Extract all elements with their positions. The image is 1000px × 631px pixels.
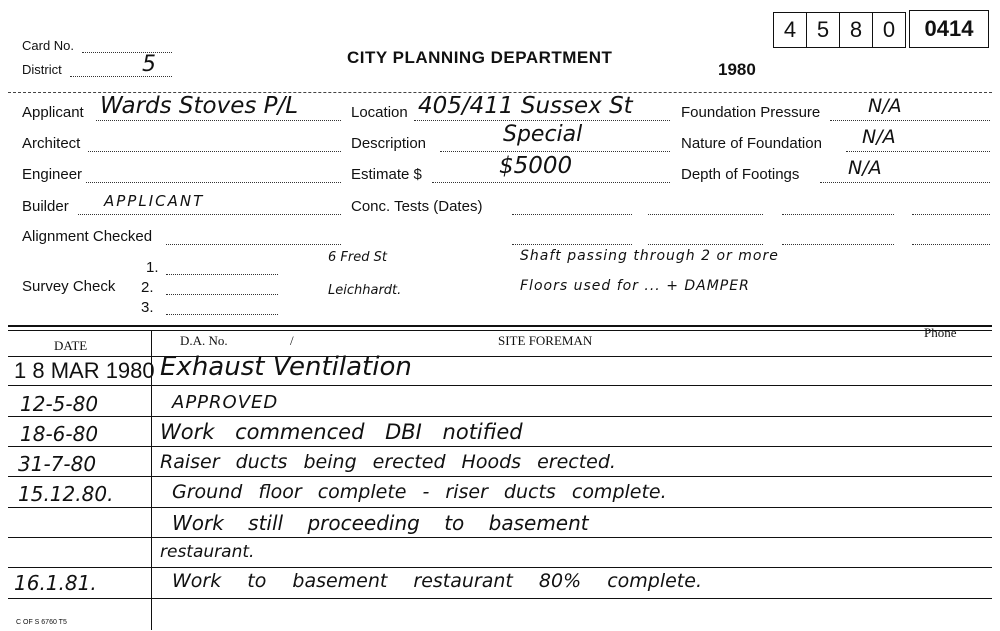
conc-tests-line-1 — [512, 214, 632, 215]
alignment-line-5 — [912, 244, 990, 245]
alignment-line-4 — [782, 244, 894, 245]
applicant-line — [96, 120, 341, 121]
location-value: 405/411 Sussex St — [418, 93, 633, 119]
estimate-value: $5000 — [499, 153, 573, 179]
alignment-checked-label: Alignment Checked — [22, 228, 153, 245]
log-entry-date: 1 8 MAR 1980 — [14, 358, 155, 383]
number-box-tail: 0414 — [909, 10, 989, 48]
location-line — [414, 120, 670, 121]
log-rule-4 — [8, 476, 992, 477]
log-entry-text: Work still proceeding to basement — [172, 511, 589, 535]
description-label: Description — [351, 135, 427, 152]
form-code: C OF S 6760 T5 — [16, 619, 67, 626]
log-header-date: DATE — [54, 338, 88, 353]
survey-check-label: Survey Check — [22, 278, 116, 295]
district-label: District — [22, 62, 62, 77]
log-header-phone: Phone — [924, 325, 957, 340]
foundation-pressure-value: N/A — [868, 95, 902, 117]
card-no-label: Card No. — [22, 38, 75, 53]
survey-line-3 — [166, 314, 278, 315]
depth-of-footings-line — [820, 182, 990, 183]
log-rule-1 — [8, 385, 992, 386]
nature-of-foundation-value: N/A — [862, 126, 896, 148]
survey-item-2: 2. — [141, 279, 154, 296]
log-header-site-foreman: SITE FOREMAN — [498, 333, 593, 348]
engineer-label: Engineer — [22, 166, 83, 183]
builder-value: APPLICANT — [104, 192, 205, 210]
log-header-slash: / — [290, 333, 294, 348]
number-box-4: 0 — [872, 12, 906, 48]
year-label: 1980 — [718, 60, 756, 79]
log-rule-0 — [8, 356, 992, 357]
log-rule-2 — [8, 416, 992, 417]
log-entry-date: 12-5-80 — [20, 392, 99, 416]
district-value: 5 — [142, 52, 156, 77]
number-box-1: 4 — [773, 12, 807, 48]
alignment-line-3 — [648, 244, 763, 245]
district-line — [70, 76, 172, 77]
conc-tests-label: Conc. Tests (Dates) — [351, 198, 483, 215]
log-entry-date: 31-7-80 — [18, 452, 97, 476]
survey-note-1-right: Shaft passing through 2 or more — [520, 248, 779, 264]
builder-line — [78, 214, 341, 215]
log-rule-6 — [8, 537, 992, 538]
estimate-label: Estimate $ — [351, 166, 422, 183]
log-rule-8 — [8, 598, 992, 599]
log-separator-bottom — [8, 330, 992, 331]
conc-tests-line-3 — [782, 214, 894, 215]
number-box-3: 8 — [839, 12, 873, 48]
log-entry-text: Exhaust Ventilation — [160, 352, 412, 382]
description-value: Special — [503, 122, 583, 147]
log-separator-top — [8, 325, 992, 327]
alignment-checked-line — [166, 244, 341, 245]
number-box-2: 5 — [806, 12, 840, 48]
log-entry-text: Ground floor complete - riser ducts complete. — [172, 481, 667, 503]
conc-tests-line-4 — [912, 214, 990, 215]
survey-line-1 — [166, 274, 278, 275]
survey-note-1-left: 6 Fred St — [328, 250, 387, 265]
architect-label: Architect — [22, 135, 81, 152]
nature-of-foundation-line — [846, 151, 990, 152]
foundation-pressure-label: Foundation Pressure — [681, 104, 821, 121]
log-entry-text: Raiser ducts being erected Hoods erected. — [160, 451, 616, 473]
builder-label: Builder — [22, 198, 69, 215]
engineer-line — [86, 182, 341, 183]
log-entry-date: 15.12.80. — [18, 482, 114, 506]
survey-line-2 — [166, 294, 278, 295]
survey-item-3: 3. — [141, 299, 154, 316]
log-entry-date: 18-6-80 — [20, 422, 99, 446]
log-entry-date: 16.1.81. — [14, 571, 97, 595]
log-entry-text: APPROVED — [172, 392, 279, 413]
applicant-label: Applicant — [22, 104, 84, 121]
applicant-value: Wards Stoves P/L — [100, 93, 299, 119]
alignment-line-2 — [512, 244, 632, 245]
nature-of-foundation-label: Nature of Foundation — [681, 135, 822, 152]
log-entry-text: restaurant. — [160, 542, 255, 562]
location-label: Location — [351, 104, 408, 121]
foundation-pressure-line — [830, 120, 990, 121]
log-header-da-no: D.A. No. — [180, 333, 228, 348]
survey-note-2-left: Leichhardt. — [328, 283, 402, 298]
estimate-line — [432, 182, 670, 183]
card-no-line — [82, 52, 172, 53]
department-title: CITY PLANNING DEPARTMENT — [347, 48, 613, 67]
log-entry-text: Work commenced DBI notified — [160, 420, 523, 444]
depth-of-footings-label: Depth of Footings — [681, 166, 800, 183]
description-line — [440, 151, 670, 152]
log-rule-3 — [8, 446, 992, 447]
log-rule-5 — [8, 507, 992, 508]
depth-of-footings-value: N/A — [848, 157, 882, 179]
survey-note-2-right: Floors used for ... + DAMPER — [520, 278, 750, 294]
architect-line — [88, 151, 341, 152]
survey-item-1: 1. — [146, 259, 159, 276]
conc-tests-line-2 — [648, 214, 763, 215]
log-entry-text: Work to basement restaurant 80% complete. — [172, 570, 702, 592]
log-rule-7 — [8, 567, 992, 568]
